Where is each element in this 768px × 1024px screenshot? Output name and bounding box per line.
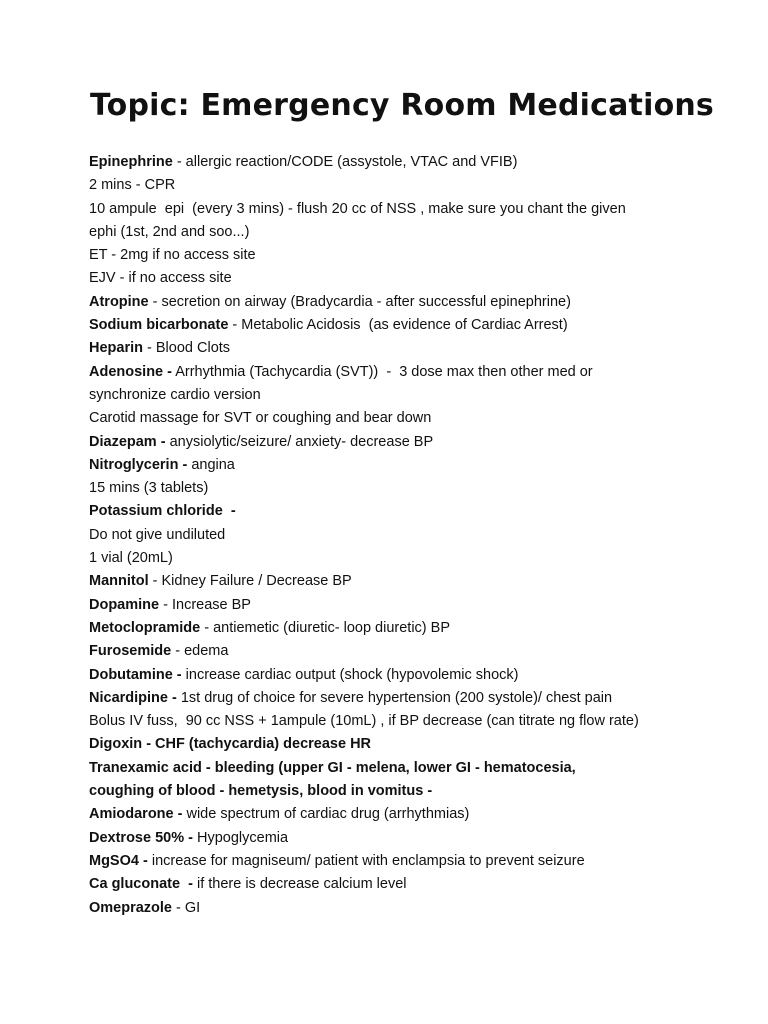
drug-name: Atropine (89, 293, 149, 310)
drug-description: - secretion on airway (Bradycardia - after successful epinephrine) (148, 293, 571, 310)
text-line (89, 873, 689, 896)
drug-description: - Increase BP (159, 596, 251, 613)
drug-name: Dextrose 50% - (89, 829, 193, 846)
drug-description: Carotid massage for SVT or coughing and bear down (89, 410, 432, 427)
text-line (89, 640, 689, 663)
drug-name: coughing of blood - hemetysis, blood in vomitus - (89, 783, 433, 800)
drug-name: Potassium chloride - (89, 503, 236, 520)
drug-description: 10 ampule epi (every 3 mins) - flush 20 cc of NSS , make sure you chant the given (89, 200, 626, 217)
drug-name: Digoxin - CHF (tachycardia) decrease HR (89, 736, 372, 753)
drug-description: 1st drug of choice for severe hypertension (200 systole)/ chest pain (176, 689, 613, 706)
text-line (89, 267, 689, 290)
drug-description: increase cardiac output (shock (hypovolemic shock) (181, 666, 519, 683)
drug-name: Mannitol (89, 573, 149, 590)
text-line (89, 431, 689, 454)
drug-name: Tranexamic acid - bleeding (upper GI - melena, lower GI - hematocesia, (89, 759, 576, 776)
text-line (89, 454, 689, 477)
drug-description: if there is decrease calcium level (192, 876, 407, 893)
drug-name: Adenosine - (89, 363, 172, 380)
text-line (89, 384, 689, 407)
medication-list (89, 151, 689, 920)
text-line (89, 174, 689, 197)
text-line (89, 827, 689, 850)
text-line (89, 897, 689, 920)
text-line (89, 757, 689, 780)
drug-name: Diazepam - (89, 433, 166, 450)
drug-description: EJV - if no access site (89, 270, 232, 287)
drug-name: Dobutamine - (89, 666, 182, 683)
drug-name: Amiodarone - (89, 806, 183, 823)
drug-description: Do not give undiluted (89, 526, 226, 543)
text-line (89, 477, 689, 500)
text-line (89, 314, 689, 337)
drug-description: - Kidney Failure / Decrease BP (148, 573, 352, 590)
drug-name: Nicardipine - (89, 689, 177, 706)
text-line (89, 407, 689, 430)
text-line (89, 803, 689, 826)
drug-description: - allergic reaction/CODE (assystole, VTAC and VFIB) (172, 154, 518, 170)
text-line (89, 594, 689, 617)
drug-description: - Blood Clots (143, 340, 231, 357)
drug-name: Nitroglycerin - (89, 456, 188, 473)
drug-description: Hypoglycemia (192, 829, 289, 846)
text-line (89, 361, 689, 384)
text-line (89, 500, 689, 523)
drug-description: 2 mins - CPR (89, 177, 176, 194)
drug-description: 15 mins (3 tablets) (89, 480, 209, 497)
text-line (89, 710, 689, 733)
drug-name: Dopamine (89, 596, 160, 613)
text-line (89, 547, 689, 570)
drug-description: 1 vial (20mL) (89, 550, 173, 567)
drug-name: Epinephrine (89, 154, 173, 170)
drug-description: increase for magniseum/ patient with enclampsia to prevent seizure (147, 852, 585, 869)
drug-description: ephi (1st, 2nd and soo...) (89, 223, 250, 240)
text-line (89, 850, 689, 873)
drug-name: MgSO4 - (89, 852, 148, 869)
text-line (89, 617, 689, 640)
drug-description: anysiolytic/seizure/ anxiety- decrease BP (165, 433, 434, 450)
text-line (89, 524, 689, 547)
text-line (89, 570, 689, 593)
drug-description: wide spectrum of cardiac drug (arrhythmias) (182, 806, 470, 823)
text-line (89, 198, 689, 221)
page-title: Topic: Emergency Room Medications (90, 88, 714, 123)
text-line (89, 664, 689, 687)
drug-description: Bolus IV fuss, 90 cc NSS + 1ampule (10mL) , if BP decrease (can titrate ng flow rate) (89, 713, 639, 730)
drug-name: Furosemide (89, 643, 172, 660)
text-line (89, 221, 689, 244)
drug-description: ET - 2mg if no access site (89, 247, 256, 264)
text-line (89, 337, 689, 360)
drug-description: - Metabolic Acidosis (as evidence of Cardiac Arrest) (228, 317, 568, 334)
drug-name: Heparin (89, 340, 143, 357)
text-line (89, 687, 689, 710)
drug-name: Metoclopramide (89, 619, 201, 636)
drug-description: synchronize cardio version (89, 386, 261, 403)
drug-description: Arrhythmia (Tachycardia (SVT)) - 3 dose max then other med or (171, 363, 593, 380)
text-line (89, 291, 689, 314)
drug-name: Ca gluconate - (89, 876, 193, 893)
text-line (89, 780, 689, 803)
drug-description: - edema (171, 643, 229, 660)
drug-description: - GI (172, 899, 201, 916)
drug-description: - antiemetic (diuretic- loop diuretic) BP (200, 619, 451, 636)
drug-description: angina (187, 456, 235, 473)
text-line (89, 151, 689, 174)
drug-name: Sodium bicarbonate (89, 317, 229, 334)
text-line (89, 244, 689, 267)
text-line (89, 733, 689, 756)
drug-name: Omeprazole (89, 899, 172, 916)
